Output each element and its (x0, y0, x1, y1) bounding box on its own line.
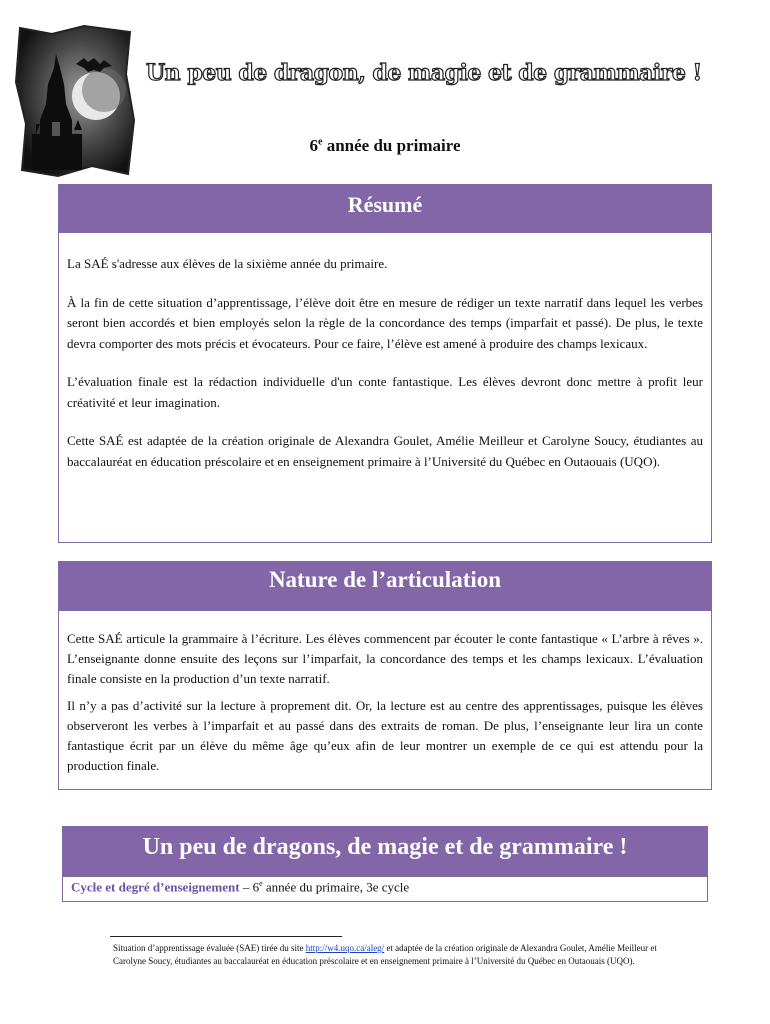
summary-paragraph: L’évaluation finale est la rédaction individuelle d'un conte fantastique. Les élèves devront donc mettre à profit leur créativité et leur imagination. (67, 374, 703, 410)
summary-paragraph: Cette SAÉ est adaptée de la création originale de Alexandra Goulet, Amélie Meilleur et Carolyne Soucy, étudiantes au baccalauréat en éducation préscolaire et en enseignement primaire à l’Université du Québec en Outaouais (UQO). (67, 433, 703, 469)
articulation-section (58, 561, 712, 790)
footnote: Situation d’apprentissage évaluée (SAE) tirée du site http://w4.uqo.ca/aleg/ et adaptée de la création originale de Alexandra Goulet, Amélie Meilleur et Carolyne Soucy, étudiantes au baccalauréat en éducation préscolaire et en enseignement primaire à l’Université du Québec en Outaouais (UQO). (113, 943, 657, 966)
summary-heading: Résumé (59, 185, 711, 233)
document-title: Un peu de dragon, de magie et de grammaire ! (146, 60, 702, 86)
activity-heading: Un peu de dragons, de magie et de grammaire ! (63, 827, 707, 877)
footnote-divider (110, 936, 342, 937)
articulation-heading: Nature de l’articulation (59, 562, 711, 611)
source-link[interactable]: http://w4.uqo.ca/aleg/ (305, 943, 385, 953)
summary-paragraph: La SAÉ s'adresse aux élèves de la sixième année du primaire. (67, 256, 388, 271)
activity-title-section (62, 826, 708, 902)
grade-subtitle: 6e année du primaire (309, 136, 461, 155)
articulation-paragraph: Il n’y a pas d’activité sur la lecture à proprement dit. Or, la lecture est au centre des apprentissages, puisque les élèves observeront les verbes à l’imparfait et au passé dans des extraits de roman. De plus, l’enseignante leur lira un conte fantastique écrit par un élève du même âge qu’eux afin de leur montrer un exemple de ce qui est attendu pour la production finale. (67, 698, 703, 773)
articulation-paragraph: Cette SAÉ articule la grammaire à l’écriture. Les élèves commencent par écouter le conte fantastique « L’arbre à rêves ». L’enseignante donne ensuite des leçons sur l’imparfait, la concordance des temps et les champs lexicaux. L’évaluation finale consiste en la production d’un texte narratif. (67, 631, 703, 686)
summary-paragraph: À la fin de cette situation d’apprentissage, l’élève doit être en mesure de rédiger un texte narratif dans lequel les verbes seront bien accordés et bien employés selon la règle de la concordance des temps (imparfait et passé). De plus, le texte devra comporter des mots précis et évocateurs. Pour ce faire, l’élève est amené à produire des champs lexicaux. (67, 294, 703, 351)
summary-section (58, 184, 712, 543)
cycle-label: Cycle et degré d’enseignement (71, 879, 240, 895)
cycle-line: Cycle et degré d’enseignement – 6e année du primaire, 3e cycle (71, 879, 410, 895)
